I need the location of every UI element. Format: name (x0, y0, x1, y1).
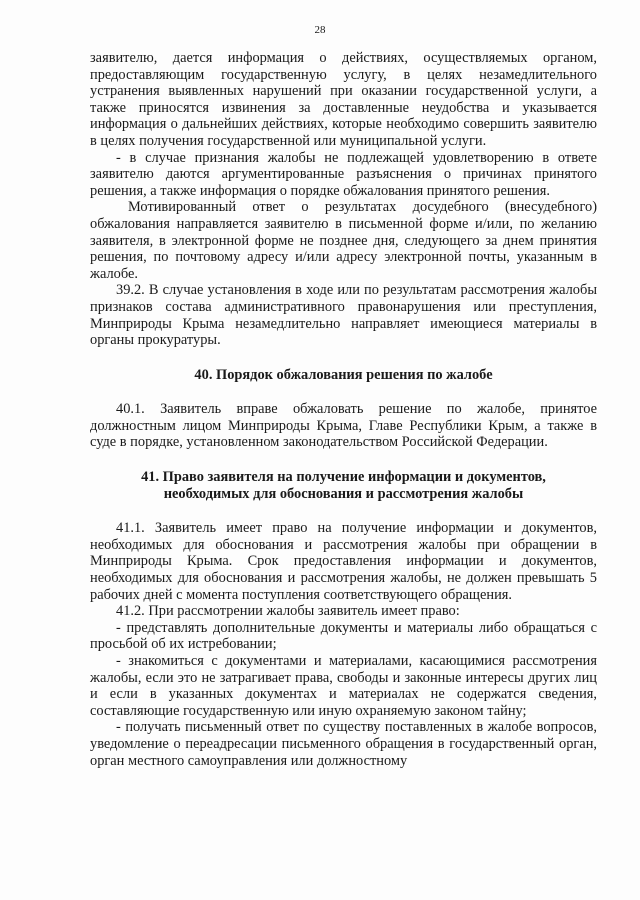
section-41-heading-line1: 41. Право заявителя на получение информации и документов, (141, 469, 546, 486)
section-40-heading: 40. Порядок обжалования решения по жалобе (194, 366, 493, 383)
section-41-heading-line2: необходимых для обоснования и рассмотрения жалобы (163, 485, 524, 502)
paragraph-motivated-answer: Мотивированный ответ о результатах досудебного (внесудебного) обжалования направляется заявителю в письменной форме и/или, по желанию заявителя, в электронной форме не позднее дня, следующего за днем принятия решения, по почтовому адресу и/или адресу электронной почты, указанным в жалобе. (90, 199, 597, 282)
list-item-written-answer: - получать письменный ответ по существу поставленных в жалобе вопросов, уведомление о переадресации письменного обращения в государственный орган, орган местного самоуправления или должностному (90, 719, 597, 769)
document-body (90, 50, 597, 769)
paragraph-40-1: 40.1. Заявитель вправе обжаловать решение по жалобе, принятое должностным лицом Минприроды Крыма, Главе Республики Крым, а также в суде в порядке, установленном законодательством Российской Федерации. (90, 401, 597, 451)
page-number: 28 (314, 24, 326, 36)
paragraph-41-1: 41.1. Заявитель имеет право на получение информации и документов, необходимых для обоснования и рассмотрения жалобы при обращении в Минприроды Крыма. Срок предоставления информации и документов, необходимых для обоснования и рассмотрения жалобы, не должен превышать 5 рабочих дней с момента поступления соответствующего обращения. (90, 520, 597, 603)
paragraph-rejection-case: - в случае признания жалобы не подлежащей удовлетворению в ответе заявителю даются аргументированные разъяснения о причинах принятого решения, а также информация о порядке обжалования принятого решения. (90, 149, 597, 199)
list-item-review-materials: - знакомиться с документами и материалами, касающимися рассмотрения жалобы, если это не затрагивает права, свободы и законные интересы других лиц и если в указанных документах и материалах не содержатся сведения, составляющие государственную или иную охраняемую законом тайну; (90, 653, 597, 719)
paragraph-39-2: 39.2. В случае установления в ходе или по результатам рассмотрения жалобы признаков состава административного правонарушения или преступления, Минприроды Крыма незамедлительно направляет имеющиеся материалы в органы прокуратуры. (90, 282, 597, 349)
paragraph-continuation: заявителю, дается информация о действиях, осуществляемых органом, предоставляющим государственную услугу, в целях незамедлительного устранения выявленных нарушений при оказании государственной услуги, а также приносятся извинения за доставленные неудобства и указывается информация о дальнейших действиях, которые необходимо совершить заявителю в целях получения государственной или муниципальной услуги. (90, 50, 597, 149)
list-item-additional-documents: - представлять дополнительные документы и материалы либо обращаться с просьбой об их истребовании; (90, 619, 597, 653)
paragraph-41-2: 41.2. При рассмотрении жалобы заявитель имеет право: (116, 603, 460, 620)
